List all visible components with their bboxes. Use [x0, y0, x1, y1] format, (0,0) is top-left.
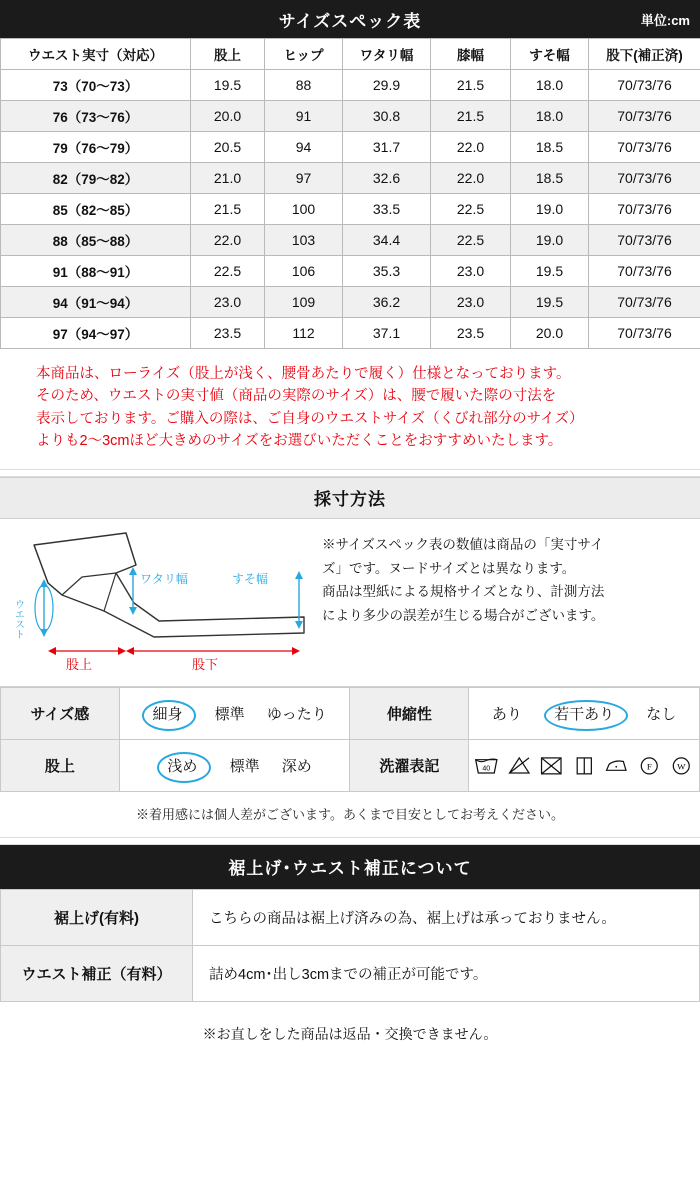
table-row: [1, 287, 700, 318]
cell-hip: 91: [265, 101, 343, 132]
svg-text:股上: 股上: [66, 656, 93, 672]
cell-rise: 20.0: [191, 101, 265, 132]
dryclean-f-icon: [636, 752, 663, 778]
pants-diagram: [0, 519, 318, 686]
label-stretch: 伸縮性: [350, 687, 469, 739]
cell-hem: 20.0: [511, 318, 589, 349]
cell-rise: 22.5: [191, 256, 265, 287]
svg-text:すそ幅: すそ幅: [232, 571, 269, 586]
value-hem-up: こちらの商品は裾上げ済みの為、裾上げは承っておりません。: [193, 889, 700, 945]
cell-thigh: 37.1: [343, 318, 431, 349]
lowrise-red-note: [0, 349, 700, 469]
row-waist: 73（70〜73）: [1, 70, 191, 101]
cell-thigh: 32.6: [343, 163, 431, 194]
cell-hip: 103: [265, 225, 343, 256]
fit-feel-note: ※着用感には個人差がございます。あくまで目安としてお考えください。: [136, 806, 564, 822]
option-rise-deep[interactable]: 深め: [281, 757, 312, 775]
cell-inseam: 70/73/76: [589, 70, 700, 101]
cell-hip: 94: [265, 132, 343, 163]
red-note-line-2: そのため、ウエストの実寸値（商品の実際のサイズ）は、腰で履いた際の寸法を: [36, 388, 557, 405]
measure-description: [318, 519, 700, 686]
cell-hip: 106: [265, 256, 343, 287]
label-wash-care: 洗濯表記: [350, 739, 469, 791]
row-waist: 79（76〜79）: [1, 132, 191, 163]
cell-hip: 112: [265, 318, 343, 349]
col-header-rise: 股上: [191, 39, 265, 70]
cell-hip: 97: [265, 163, 343, 194]
cell-knee: 21.5: [431, 70, 511, 101]
stretch-options: [469, 687, 700, 739]
unit-label: 単位:cm: [640, 12, 690, 28]
cell-thigh: 36.2: [343, 287, 431, 318]
label-waist-adjust: ウエスト補正（有料）: [1, 945, 193, 1001]
col-header-hem: すそ幅: [511, 39, 589, 70]
row-waist: 88（85〜88）: [1, 225, 191, 256]
option-stretch-yes[interactable]: あり: [491, 705, 522, 723]
label-size-feel: サイズ感: [1, 687, 120, 739]
red-note-line-1: 本商品は、ローライズ（股上が浅く、腰骨あたりで履く）仕様となっております。: [36, 366, 571, 382]
table-row: [1, 739, 700, 791]
option-rise-standard[interactable]: 標準: [229, 757, 260, 775]
svg-text:ウエスト: ウエスト: [12, 598, 24, 639]
wash-40-icon: [473, 752, 500, 778]
cell-hip: 109: [265, 287, 343, 318]
cell-rise: 22.0: [191, 225, 265, 256]
option-standard[interactable]: 標準: [214, 705, 245, 723]
cell-thigh: 33.5: [343, 194, 431, 225]
cell-hem: 19.5: [511, 287, 589, 318]
measure-section: [0, 519, 700, 687]
table-row: [1, 945, 700, 1001]
cell-hem: 18.5: [511, 163, 589, 194]
cell-inseam: 70/73/76: [589, 256, 700, 287]
no-tumble-dry-icon: [538, 752, 565, 778]
measure-text-line-4: により多少の誤差が生じる場合がございます。: [322, 607, 605, 623]
rise-options: [119, 739, 350, 791]
spec-table-title-bar: [0, 0, 700, 38]
cell-knee: 21.5: [431, 101, 511, 132]
col-header-waist: ウエスト実寸（対応）: [1, 39, 191, 70]
svg-text:40: 40: [482, 765, 491, 773]
spec-table-title: サイズスペック表: [278, 11, 422, 31]
measure-text-line-2: ズ」です。ヌードサイズとは異なります。: [322, 560, 576, 576]
table-row: [1, 101, 700, 132]
line-dry-icon: [571, 752, 598, 778]
red-note-line-4: よりも2〜3cmほど大きめのサイズをお選びいただくことをおすすめいたします。: [36, 433, 563, 450]
measure-title: 採寸方法: [314, 490, 386, 510]
value-waist-adjust: 詰め4cm･出し3cmまでの補正が可能です。: [193, 945, 700, 1001]
cell-inseam: 70/73/76: [589, 132, 700, 163]
cell-rise: 23.0: [191, 287, 265, 318]
col-header-hip: ヒップ: [265, 39, 343, 70]
svg-text:ワタリ幅: ワタリ幅: [140, 571, 188, 586]
cell-inseam: 70/73/76: [589, 194, 700, 225]
row-waist: 85（82〜85）: [1, 194, 191, 225]
table-row: [1, 163, 700, 194]
cell-knee: 23.5: [431, 318, 511, 349]
table-row: [1, 225, 700, 256]
hem-title: 裾上げ･ウエスト補正について: [228, 859, 472, 879]
cell-thigh: 34.4: [343, 225, 431, 256]
option-rise-shallow[interactable]: 浅め: [157, 750, 207, 781]
section-divider-2: [0, 837, 700, 845]
option-stretch-none[interactable]: なし: [646, 705, 677, 723]
col-header-inseam: 股下(補正済): [589, 39, 700, 70]
svg-text:股下: 股下: [192, 656, 219, 672]
table-row: [1, 70, 700, 101]
label-rise: 股上: [1, 739, 120, 791]
table-row: [1, 318, 700, 349]
row-waist: 97（94〜97）: [1, 318, 191, 349]
hem-alteration-table: [0, 889, 700, 1002]
cell-hem: 18.0: [511, 101, 589, 132]
svg-text:W: W: [677, 761, 686, 772]
col-header-knee: 膝幅: [431, 39, 511, 70]
option-slim[interactable]: 細身: [142, 698, 192, 729]
table-row: [1, 889, 700, 945]
size-spec-table: [0, 38, 700, 349]
wash-care-icons: [469, 739, 700, 791]
option-loose[interactable]: ゆったり: [266, 705, 327, 723]
cell-thigh: 31.7: [343, 132, 431, 163]
cell-thigh: 35.3: [343, 256, 431, 287]
svg-text:F: F: [646, 761, 652, 772]
hem-title-bar: [0, 845, 700, 889]
section-divider: [0, 469, 700, 477]
cell-knee: 22.0: [431, 132, 511, 163]
cell-hip: 100: [265, 194, 343, 225]
cell-knee: 22.5: [431, 225, 511, 256]
cell-thigh: 29.9: [343, 70, 431, 101]
label-hem-up: 裾上げ(有料): [1, 889, 193, 945]
option-stretch-slight[interactable]: 若干あり: [544, 698, 624, 729]
row-waist: 94（91〜94）: [1, 287, 191, 318]
size-feel-options: [119, 687, 350, 739]
red-note-line-3: 表示しております。ご購入の際は、ご自身のウエストサイズ（くびれ部分のサイズ）: [36, 410, 584, 427]
cell-hem: 19.0: [511, 194, 589, 225]
cell-inseam: 70/73/76: [589, 225, 700, 256]
alteration-final-note: ※お直しをした商品は返品・交換できません。: [202, 1025, 498, 1042]
measure-text-line-1: ※サイズスペック表の数値は商品の「実寸サイ: [322, 536, 604, 552]
table-row: [1, 256, 700, 287]
row-waist: 82（79〜82）: [1, 163, 191, 194]
cell-hem: 18.5: [511, 132, 589, 163]
table-header-row: [1, 39, 700, 70]
cell-knee: 22.5: [431, 194, 511, 225]
cell-inseam: 70/73/76: [589, 101, 700, 132]
wet-clean-w-icon: [668, 752, 695, 778]
cell-rise: 21.5: [191, 194, 265, 225]
cell-hip: 88: [265, 70, 343, 101]
cell-thigh: 30.8: [343, 101, 431, 132]
table-row: [1, 687, 700, 739]
fit-feel-table: [0, 687, 700, 792]
cell-inseam: 70/73/76: [589, 163, 700, 194]
cell-inseam: 70/73/76: [589, 318, 700, 349]
cell-rise: 23.5: [191, 318, 265, 349]
cell-rise: 20.5: [191, 132, 265, 163]
cell-rise: 21.0: [191, 163, 265, 194]
cell-inseam: 70/73/76: [589, 287, 700, 318]
cell-hem: 19.0: [511, 225, 589, 256]
cell-knee: 23.0: [431, 287, 511, 318]
measure-text-line-3: 商品は型紙による規格サイズとなり、計測方法: [322, 584, 605, 600]
table-row: [1, 194, 700, 225]
cell-knee: 23.0: [431, 256, 511, 287]
measure-title-bar: [0, 477, 700, 519]
no-bleach-icon: [506, 752, 533, 778]
cell-hem: 18.0: [511, 70, 589, 101]
row-waist: 76（73〜76）: [1, 101, 191, 132]
col-header-thigh: ワタリ幅: [343, 39, 431, 70]
cell-knee: 22.0: [431, 163, 511, 194]
row-waist: 91（88〜91）: [1, 256, 191, 287]
iron-low-icon: [603, 752, 630, 778]
cell-rise: 19.5: [191, 70, 265, 101]
cell-hem: 19.5: [511, 256, 589, 287]
table-row: [1, 132, 700, 163]
